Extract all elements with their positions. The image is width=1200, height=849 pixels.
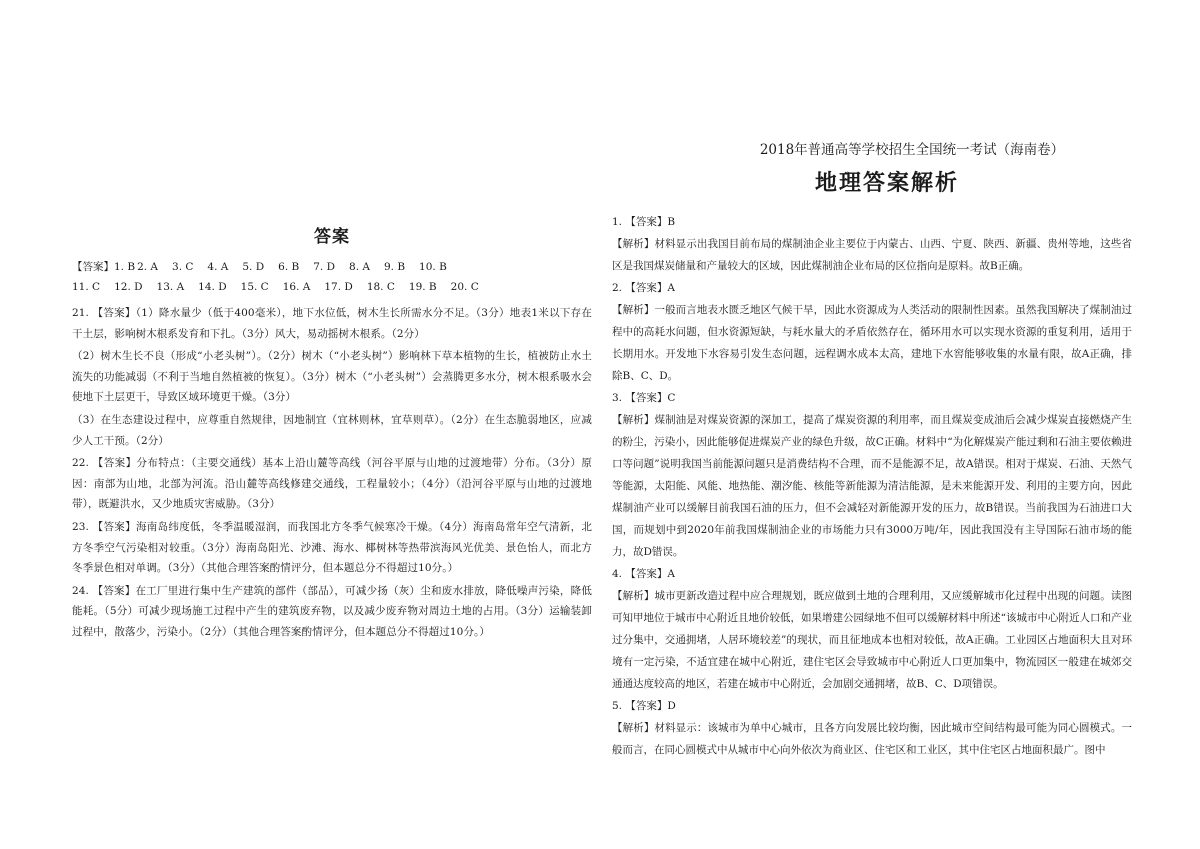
answer-paragraph: （3）在生态建设过程中，应尊重自然规律，因地制宜（宜林则林，宜草则草）。（2分）在生态脆弱地区，应减少人工干预。（2分） xyxy=(72,413,592,447)
item-analysis: 【解析】材料显示出我国目前布局的煤制油企业主要位于内蒙古、山西、宁夏、陕西、新疆、贵州等地，这些省区是我国煤炭储量和产量较大的区域，因此煤制油企业布局的区位指向是原料。故B正确。 xyxy=(612,238,1132,272)
mc-answer: 6. B xyxy=(278,261,300,273)
mc-answer: 16. A xyxy=(282,281,311,293)
item-answer: 4. 【答案】A xyxy=(612,568,675,580)
item-analysis: 【解析】煤制油是对煤炭资源的深加工，提高了煤炭资源的利用率，而且煤炭变成油后会减少煤炭直接燃烧产生的粉尘，污染小，因此能够促进煤炭产业的绿色升级，故C正确。材料中“为化解煤炭产能过剩和石油主要依赖进口等问题”说明我国当前能源问题只是消费结构不合理，而不是能源不足，故A错误。相对于煤炭、石油、天然气等能源，太阳能、风能、地热能、潮汐能、核能等新能源为清洁能源，是未来能源开发、利用的主要方向，因此煤制油产业可以缓解目前我国石油的压力，但不会减轻对新能源开发的压力，故B错误。当前我国为石油进口大国，而规划中到2020年前我国煤制油企业的市场能力只有3000万吨/年，因此我国没有主导国际石油市场的能力，故D错误。 xyxy=(612,414,1132,558)
answer-paragraph: 24. 【答案】在工厂里进行集中生产建筑的部件（部品），可减少扬（灰）尘和废水排放，降低噪声污染，降低能耗。（5分）可减少现场施工过程中产生的建筑废弃物，以及减少废弃物对周边土地的占用。（3分）运输装卸过程中，散落少，污染小。（2分）（其他合理答案酌情评分，但本题总分不得超过10分。） xyxy=(72,584,592,638)
mc-answers-row-2 xyxy=(72,277,592,297)
mc-answers-row-1 xyxy=(72,257,592,277)
item-analysis: 【解析】城市更新改造过程中应合理规划，既应做到土地的合理利用，又应缓解城市化过程中出现的问题。读图可知甲地位于城市中心附近且地价较低，如果增建公园绿地不但可以缓解材料中所述“该城市中心附近人口和产业过分集中，交通拥堵，人居环境较差”的现状，而且征地成本也相对较低，故A正确。工业园区占地面积大且对环境有一定污染，不适宜建在城中心附近，建住宅区会导致城市中心附近人口更加集中，物流园区一般建在城郊交通通达度较高的地区，若建在城市中心附近，会加剧交通拥堵，故B、C、D项错误。 xyxy=(612,590,1132,690)
mc-answer: 10. B xyxy=(419,261,447,273)
mc-answer: 9. B xyxy=(383,261,406,273)
item-answer: 2. 【答案】A xyxy=(612,282,675,294)
page-title: 地理答案解析 xyxy=(814,171,959,196)
item-analysis: 【解析】材料显示：该城市为单中心城市，且各方向发展比较均衡，因此城市空间结构最可能为同心圆模式。一般而言，在同心圆模式中从城市中心向外依次为商业区、住宅区和工业区，其中住宅区占地面积最广。图中 xyxy=(612,722,1132,756)
item-answer: 1. 【答案】B xyxy=(612,216,676,228)
answer-paragraph: 23. 【答案】海南岛纬度低，冬季温暖湿润，而我国北方冬季气候寒冷干燥。（4分）海南岛常年空气清新，北方冬季空气污染相对较重。（3分）海南岛阳光、沙滩、海水、椰树林等热带滨海风光优美、景色怡人，而北方冬季景色相对单调。（3分）（其他合理答案酌情评分，但本题总分不得超过10分。） xyxy=(72,520,592,575)
item-answer: 3. 【答案】C xyxy=(612,392,676,404)
answer-paragraph: （2）树木生长不良（形成“小老头树”）。（2分）树木（“小老头树”）影响林下草本植物的生长，植被防止水土流失的功能减弱（不利于当地自然植被的恢复）。（3分）树木（“小老头树”）会蒸腾更多水分，树木根系吸水会使地下土层更干，导致区域环境更干燥。（3分） xyxy=(72,350,592,404)
answer-paragraph: 22. 【答案】分布特点：（主要交通线）基本上沿山麓等高线（河谷平原与山地的过渡地带）分布。（3分）原因：南部为山地，北部为河流。沿山麓等高线修建交通线，工程量较小；（4分）（沿河谷平原与山地的过渡地带），既避洪水，又少地质灾害威胁。（3分） xyxy=(72,457,592,511)
mc-answer: 7. D xyxy=(313,261,336,273)
mc-answer: 14. D xyxy=(198,281,227,293)
answer-page xyxy=(72,222,592,645)
mc-answer: 18. C xyxy=(366,281,395,293)
mc-answer: 15. C xyxy=(240,281,269,293)
mc-answer: 【答案】1. B xyxy=(72,261,136,273)
mc-answer: 2. A xyxy=(137,261,159,273)
analysis-page xyxy=(612,138,1132,761)
mc-answer: 20. C xyxy=(450,281,479,293)
mc-answer: 19. B xyxy=(408,281,437,293)
mc-answer: 3. C xyxy=(172,261,194,273)
mc-answer: 12. D xyxy=(114,281,143,293)
mc-answer: 4. A xyxy=(207,261,229,273)
item-analysis: 【解析】一般而言地表水匮乏地区气候干旱，因此水资源成为人类活动的限制性因素。虽然我国解决了煤制油过程中的高耗水问题，但水资源短缺，与耗水量大的矛盾依然存在，循环用水可以实现水资源的重复利用，适用于长期用水。开发地下水容易引发生态问题，远程调水成本太高，建地下水窖能够收集的水量有限，故A正确，排除B、C、D。 xyxy=(612,304,1132,382)
mc-answer: 5. D xyxy=(242,261,265,273)
mc-answer: 13. A xyxy=(156,281,185,293)
mc-answer: 8. A xyxy=(349,261,370,273)
answer-paragraph: 21. 【答案】（1）降水量少（低于400毫米），地下水位低，树木生长所需水分不足。（3分）地表1米以下存在干土层，影响树木根系发育和下扎。（3分）风大，易动摇树木根系。（2分） xyxy=(72,307,592,340)
exam-heading: 2018年普通高等学校招生全国统一考试（海南卷） xyxy=(759,142,1065,158)
mc-answer: 17. D xyxy=(324,281,353,293)
item-answer: 5. 【答案】D xyxy=(612,700,676,712)
mc-answer: 11. C xyxy=(72,281,101,293)
answers-title: 答案 xyxy=(314,227,350,247)
